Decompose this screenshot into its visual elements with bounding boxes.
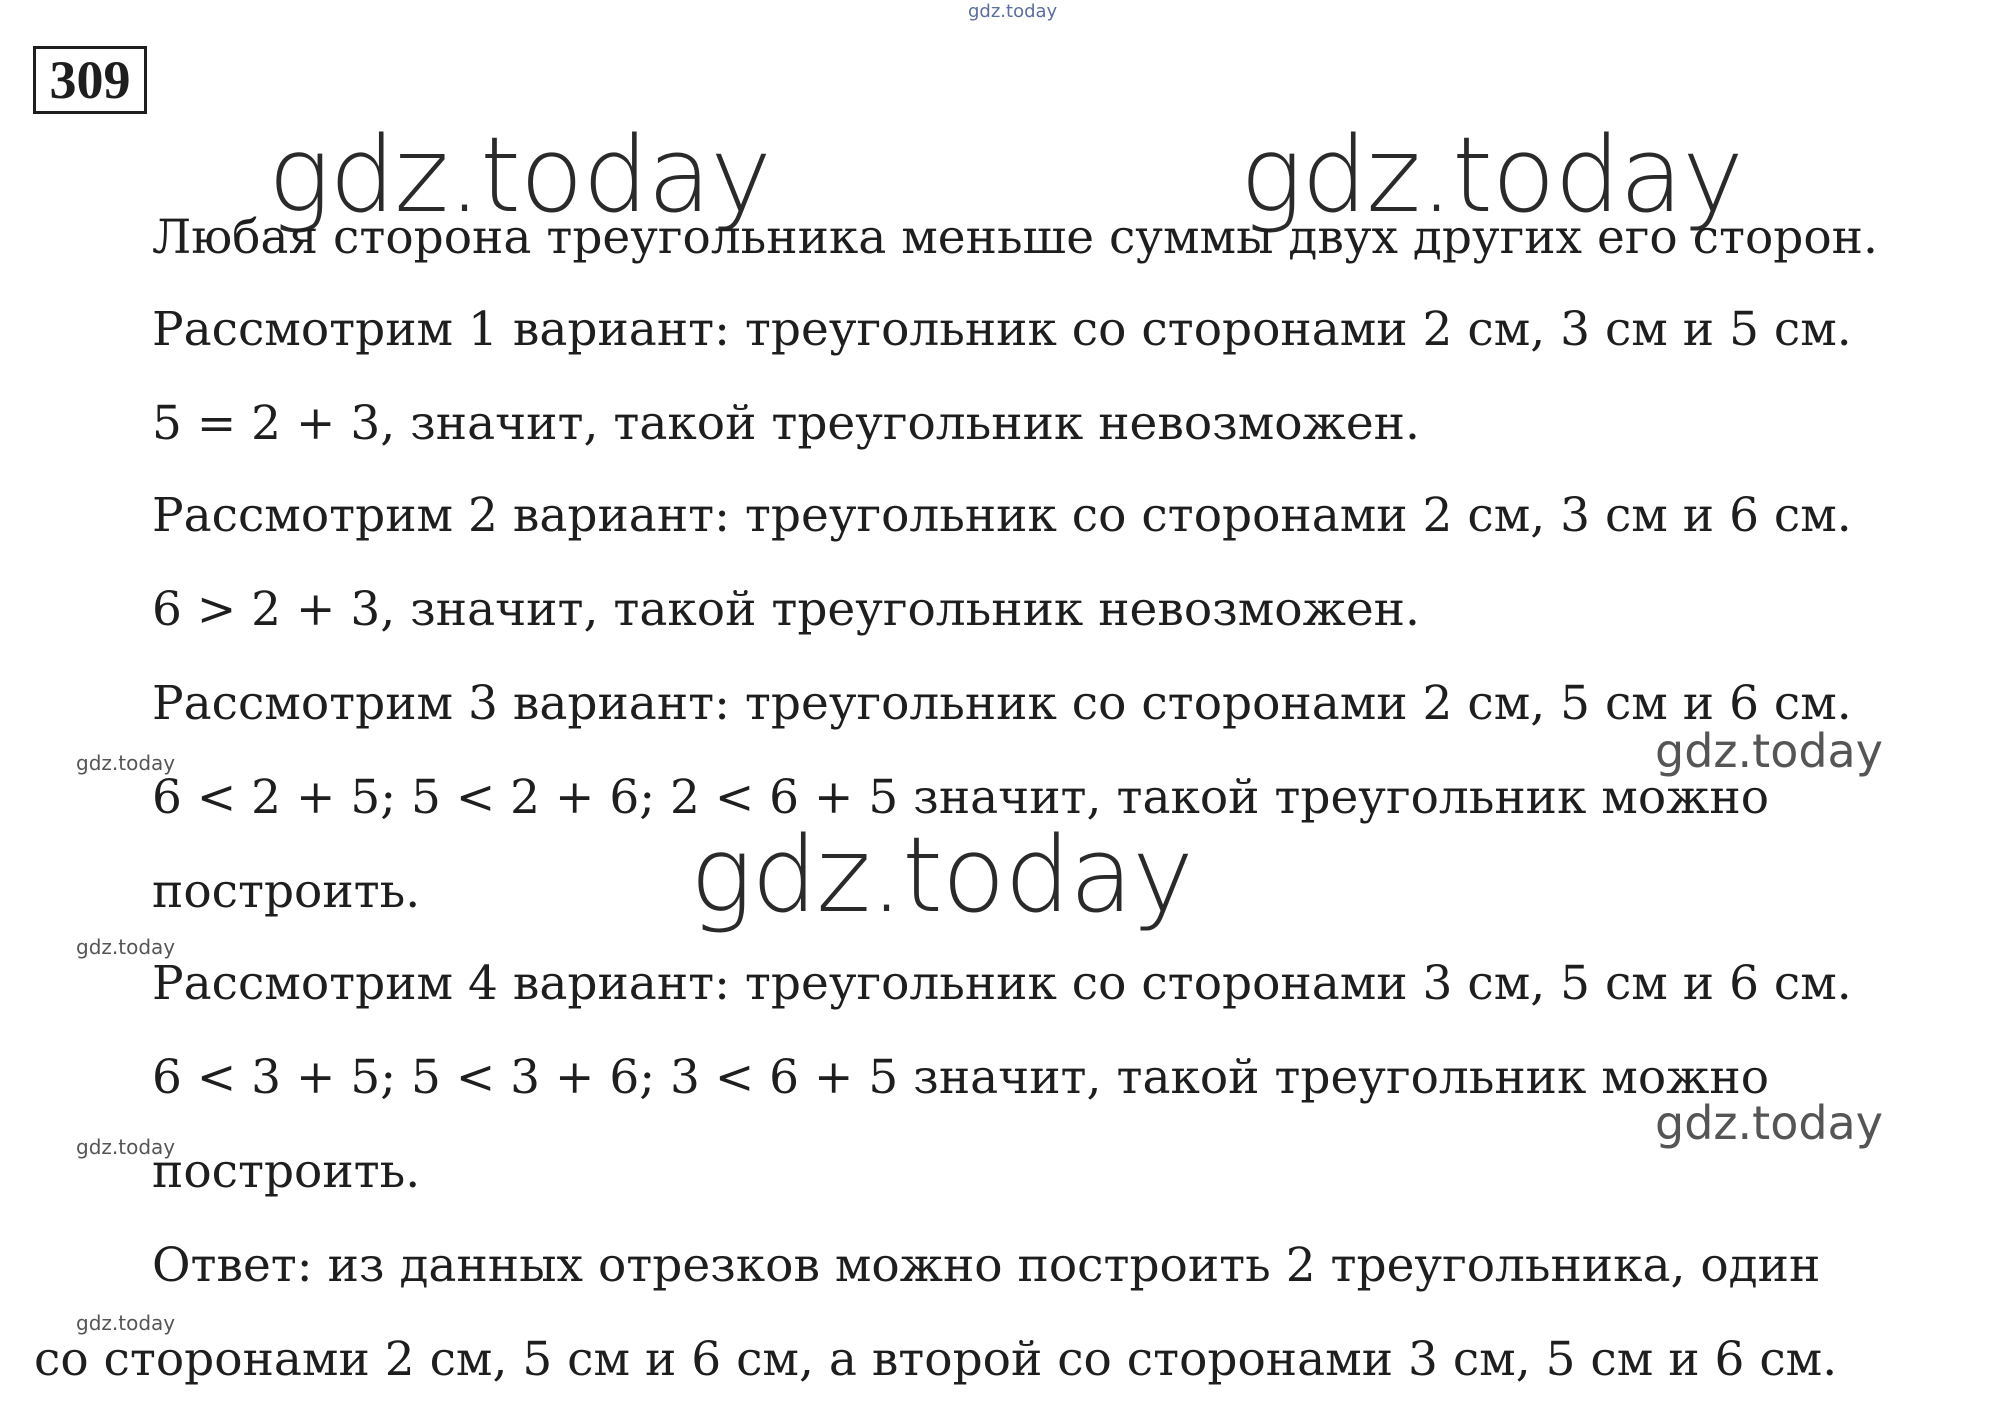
solution-line: 5 = 2 + 3, значит, такой треугольник невозможен. xyxy=(152,396,1420,451)
solution-line: Рассмотрим 2 вариант: треугольник со сторонами 2 см, 3 см и 6 см. xyxy=(152,488,1852,543)
solution-line: Ответ: из данных отрезков можно построить 2 треугольника, один xyxy=(152,1238,1821,1293)
watermark-small: gdz.today xyxy=(76,751,176,775)
solution-line: 6 < 2 + 5; 5 < 2 + 6; 2 < 6 + 5 значит, такой треугольник можно xyxy=(152,770,1770,825)
watermark-large: gdz.today xyxy=(690,814,1193,936)
problem-number-box: 309 xyxy=(33,46,147,114)
watermark-small: gdz.today xyxy=(76,1135,176,1159)
solution-line: построить. xyxy=(152,1144,421,1199)
watermark-medium: gdz.today xyxy=(1655,724,1883,778)
solution-line: со сторонами 2 см, 5 см и 6 см, а второй со сторонами 3 см, 5 см и 6 см. xyxy=(34,1332,1838,1387)
top-watermark: gdz.today xyxy=(968,1,1058,22)
solution-line: 6 > 2 + 3, значит, такой треугольник невозможен. xyxy=(152,582,1420,637)
solution-line: Рассмотрим 3 вариант: треугольник со сторонами 2 см, 5 см и 6 см. xyxy=(152,676,1852,731)
solution-line: Рассмотрим 4 вариант: треугольник со сторонами 3 см, 5 см и 6 см. xyxy=(152,956,1852,1011)
watermark-small: gdz.today xyxy=(76,935,176,959)
watermark-small: gdz.today xyxy=(76,1311,176,1335)
watermark-medium: gdz.today xyxy=(1655,1096,1883,1150)
solution-line: Любая сторона треугольника меньше суммы двух других его сторон. xyxy=(152,210,1878,265)
watermark-large: gdz.today xyxy=(268,114,771,236)
solution-line: Рассмотрим 1 вариант: треугольник со сторонами 2 см, 3 см и 5 см. xyxy=(152,302,1852,357)
solution-line: построить. xyxy=(152,864,421,919)
watermark-large: gdz.today xyxy=(1240,114,1743,236)
solution-line: 6 < 3 + 5; 5 < 3 + 6; 3 < 6 + 5 значит, такой треугольник можно xyxy=(152,1050,1770,1105)
